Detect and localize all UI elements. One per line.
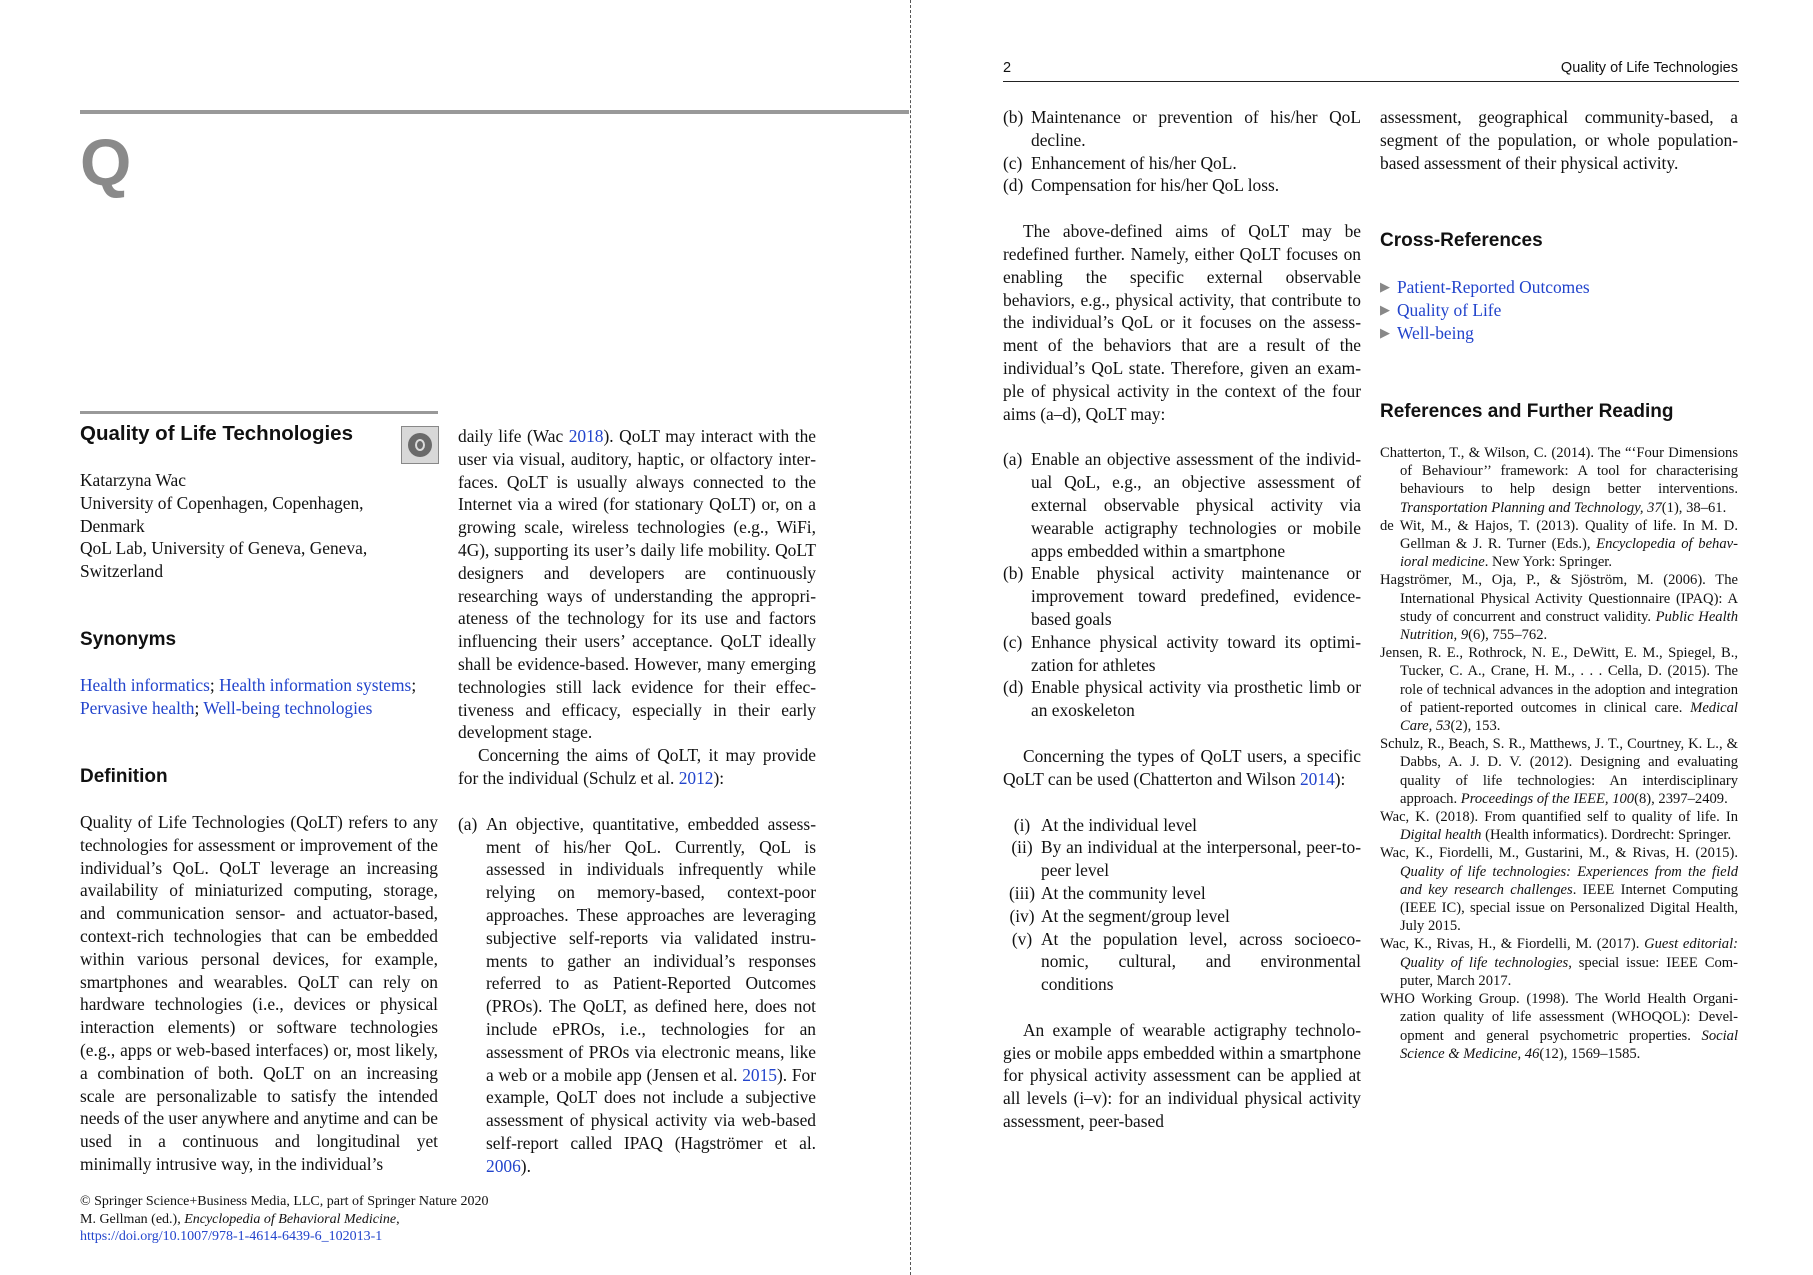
list-item: (i) At the individual level	[1013, 814, 1197, 835]
paragraph: The above-defined aims of QoLT may be redefined further. Namely, either QoLT focuses on enabling the specific external observable behaviors, e.g., physical activity, that contribute to the individual’s QoL or it focuses on the assessment of the behaviors that are a result of the individual’s QoL state. Therefore, given an example of physical activity in the context of the four aims (a–d), QoLT may:	[1003, 221, 1361, 424]
paragraph: An example of wearable actigraphy technologies or mobile apps embedded within a smartphone for physical activity assessment can be applied at all levels (i–v): for an individual physical activity assessment, peer-based	[1003, 1019, 1361, 1132]
crossref-item[interactable]: ▶ Well-being	[1380, 322, 1474, 343]
reference-item: Chatterton, T., & Wilson, C. (2014). The “‘Four Dimensions of Behaviour’’ framework: A tool for characterising behaviours to help design better interventions. Transportation Planning and Technology, 37(1), 38–61.	[1380, 445, 1738, 516]
list-item: (b) Enable physical activity maintenance or improvement toward predefined, evidence-based goals	[1003, 563, 1361, 629]
title-rule	[80, 411, 438, 414]
reference-item: Jensen, R. E., Rothrock, N. E., DeWitt, E. M., Spiegel, B., Tucker, C. A., Crane, H. M., . . . Cella, D. (2015). The role of technical advances in the adoption and integration of patient-reported outcomes in clinical care. Medical Care, 53(2), 153.	[1380, 645, 1738, 735]
citation-link[interactable]: 2018	[568, 426, 604, 446]
synonym-link[interactable]: Pervasive health	[80, 697, 195, 718]
synonym-link[interactable]: Health information systems	[219, 675, 412, 695]
citation-link[interactable]: 2014	[1299, 768, 1335, 789]
synonym-link[interactable]: Health informatics	[80, 675, 210, 695]
crossref-item[interactable]: ▶ Patient-Reported Outcomes	[1380, 277, 1590, 297]
page-divider	[910, 0, 911, 1275]
crossref-list	[1380, 276, 1738, 344]
top-rule	[80, 110, 909, 114]
section-letter: Q	[80, 125, 132, 199]
crossmark-icon	[408, 433, 432, 457]
list-item: (a) An objective, quantitative, embedded assessment of his/her QoL. Currently, QoL is assessed in individuals infrequently while relying on memory-based, context-poor approaches. These approaches are leveraging subjective self-reports via validated instruments to gather an individual’s responses referred to as Patient-Reported Outcomes (PROs). The QoLT, as defined here, does not include ePROs, i.e., technologies for an assessment of PROs via electronic means, like a web or a mobile app (Jensen et al. 2015). For example, QoLT does not include a subjective assessment of physical activity via web-based self-report called IPAQ (Hagströmer et al. 2006).	[458, 813, 816, 1176]
list-item: (d) Compensation for his/her QoL loss.	[1003, 175, 1280, 196]
reference-item: Wac, K. (2018). From quantified self to quality of life. In Digital health (Health informatics). Dordrecht: Springer.	[1380, 809, 1738, 844]
page-number: 2	[1003, 60, 1012, 76]
reference-item: Wac, K., Fiordelli, M., Gustarini, M., & Rivas, H. (2015). Quality of life technologies: Experiences from the field and key research challenges. IEEE Internet Computing (IEEE IC), special issue on Personalized Digital Health, July 2015.	[1380, 845, 1738, 935]
doi-link[interactable]: https://doi.org/10.1007/978-1-4614-6439-6_102013-1	[80, 1229, 383, 1244]
definition-heading: Definition	[80, 766, 168, 787]
left-column-2	[458, 425, 816, 1178]
paragraph: daily life (Wac 2018). QoLT may interact with the user via visual, auditory, haptic, or olfactory interfaces. QoLT is usually always connected to the Internet via a wired (for stationary QoLT) or, on a growing scale, wireless technologies (e.g., WiFi, 4G), supporting its user’s daily life mobility. QoLT designers and developers are continuously researching ways of understanding the appropriateness of the technology for its use and factors influencing their users’ acceptance. QoLT ideally shall be evidence-based. However, many emerging technologies still lack evidence for their effectiveness and efficacy, especially in their early development stage.	[458, 426, 816, 743]
list-item: (c) Enhancement of his/her QoL.	[1003, 152, 1237, 173]
list-item: (ii) By an individual at the interpersonal, peer-to-peer level	[1011, 837, 1361, 881]
triangle-icon: ▶	[1380, 279, 1390, 294]
paragraph: Concerning the types of QoLT users, a specific QoLT can be used (Chatterton and Wilson 2014):	[1003, 745, 1361, 789]
author-name: Katarzyna Wac	[80, 470, 186, 490]
citation-link[interactable]: 2012	[678, 767, 714, 788]
running-title: Quality of Life Technologies	[1560, 60, 1738, 76]
list-item: (iv) At the segment/group level	[1009, 905, 1230, 926]
citation-link[interactable]: 2015	[742, 1064, 777, 1085]
triangle-icon: ▶	[1380, 324, 1390, 340]
references-heading: References and Further Reading	[1380, 401, 1674, 422]
right-column-2-text: assessment, geographical community-based, a segment of the population, or whole population-based assessment of their physical activity.	[1380, 107, 1738, 173]
reference-item: Wac, K., Rivas, H., & Fiordelli, M. (2017). Guest editorial: Quality of life technologies, special issue: IEEE Computer, March 2017.	[1380, 936, 1739, 989]
list-item: (d) Enable physical activity via prosthetic limb or an exoskeleton	[1003, 677, 1361, 721]
list-item: (iii) At the community level	[1008, 882, 1206, 903]
synonyms-heading: Synonyms	[80, 629, 177, 650]
references-list	[1380, 444, 1738, 1063]
author-block	[80, 469, 440, 583]
author-affiliation: University of Copenhagen, Copenhagen,	[80, 492, 364, 513]
right-column-1	[1003, 106, 1361, 1133]
crossref-item[interactable]: ▶ Quality of Life	[1380, 299, 1502, 320]
list-item: (a) Enable an objective assessment of the individual QoL, e.g., an objective assessment of external observable physical activity via wearable actigraphy technologies or mobile apps embedded within a smartphone	[1003, 449, 1361, 561]
synonym-link[interactable]: Well-being technologies	[203, 697, 373, 718]
definition-text: Quality of Life Technologies (QoLT) refers to any technologies for assessment or improvement of the individual’s QoL. QoLT leverage an increasing availability of miniaturized computing, storage, and communication sensor- and actuator-based, context-rich technologies that can be embedded within various personal devices, for example, smartphones and wearables. QoLT can rely on hardware technologies (i.e., devices or physical interaction elements) or software technologies (e.g., apps or web-based interfaces) or, most likely, a combination of both. QoLT on an increasing scale are personalizable to satisfy the intended needs of the user anywhere and anytime and can be used in a continuous and longitudinal yet minimally intrusive way, in the individual’s	[80, 812, 438, 1174]
reference-item: Hagströmer, M., Oja, P., & Sjöström, M. (2006). The International Physical Activity Questionnaire (IPAQ): A study of concurrent and construct validity. Public Health Nutrition, 9(6), 755–762.	[1380, 572, 1739, 644]
reference-item: WHO Working Group. (1998). The World Health Organization quality of life assessment (WHOQOL): Development and general psychometric properties. Social Science & Medicine, 46(12), 1569–1585.	[1380, 991, 1738, 1062]
list-item: (c) Enhance physical activity toward its optimization for athletes	[1003, 631, 1361, 675]
reference-item: de Wit, M., & Hajos, T. (2013). Quality of life. In M. D. Gellman & J. R. Turner (Eds.), Encyclopedia of behavioral medicine. New York: Springer.	[1380, 517, 1738, 571]
author-affiliation: Denmark	[80, 515, 145, 536]
synonyms-list: Health informatics; Health information systems; Pervasive health; Well-being technologies	[80, 675, 417, 718]
copyright-footer: © Springer Science+Business Media, LLC, part of Springer Nature 2020 M. Gellman (ed.), Encyclopedia of Behavioral Medicine, https://doi.org/10.1007/978-1-4614-6439-6_102013-1	[80, 1194, 489, 1244]
crossmark-badge[interactable]	[401, 426, 439, 464]
paragraph: Concerning the aims of QoLT, it may provide for the individual (Schulz et al. 2012):	[458, 745, 816, 788]
entry-title: Quality of Life Technologies	[80, 422, 353, 445]
list-item: (b) Maintenance or prevention of his/her QoL decline.	[1003, 107, 1361, 150]
author-affiliation: Switzerland	[80, 561, 164, 582]
triangle-icon: ▶	[1380, 301, 1390, 317]
citation-link[interactable]: 2006	[486, 1155, 521, 1176]
reference-item: Schulz, R., Beach, S. R., Matthews, J. T., Courtney, K. L., & Dabbs, A. J. D. V. (2012). Designing and evaluating quality of life technologies: An interdisciplinary approach. Proceedings of the IEEE, 100(8), 2397–2409.	[1380, 736, 1738, 807]
header-rule	[1003, 81, 1739, 82]
crossref-heading: Cross-References	[1380, 230, 1543, 251]
author-affiliation: QoL Lab, University of Geneva, Geneva,	[80, 538, 368, 559]
list-item: (v) At the population level, across socioeconomic, cultural, and environmental conditions	[1011, 928, 1361, 995]
